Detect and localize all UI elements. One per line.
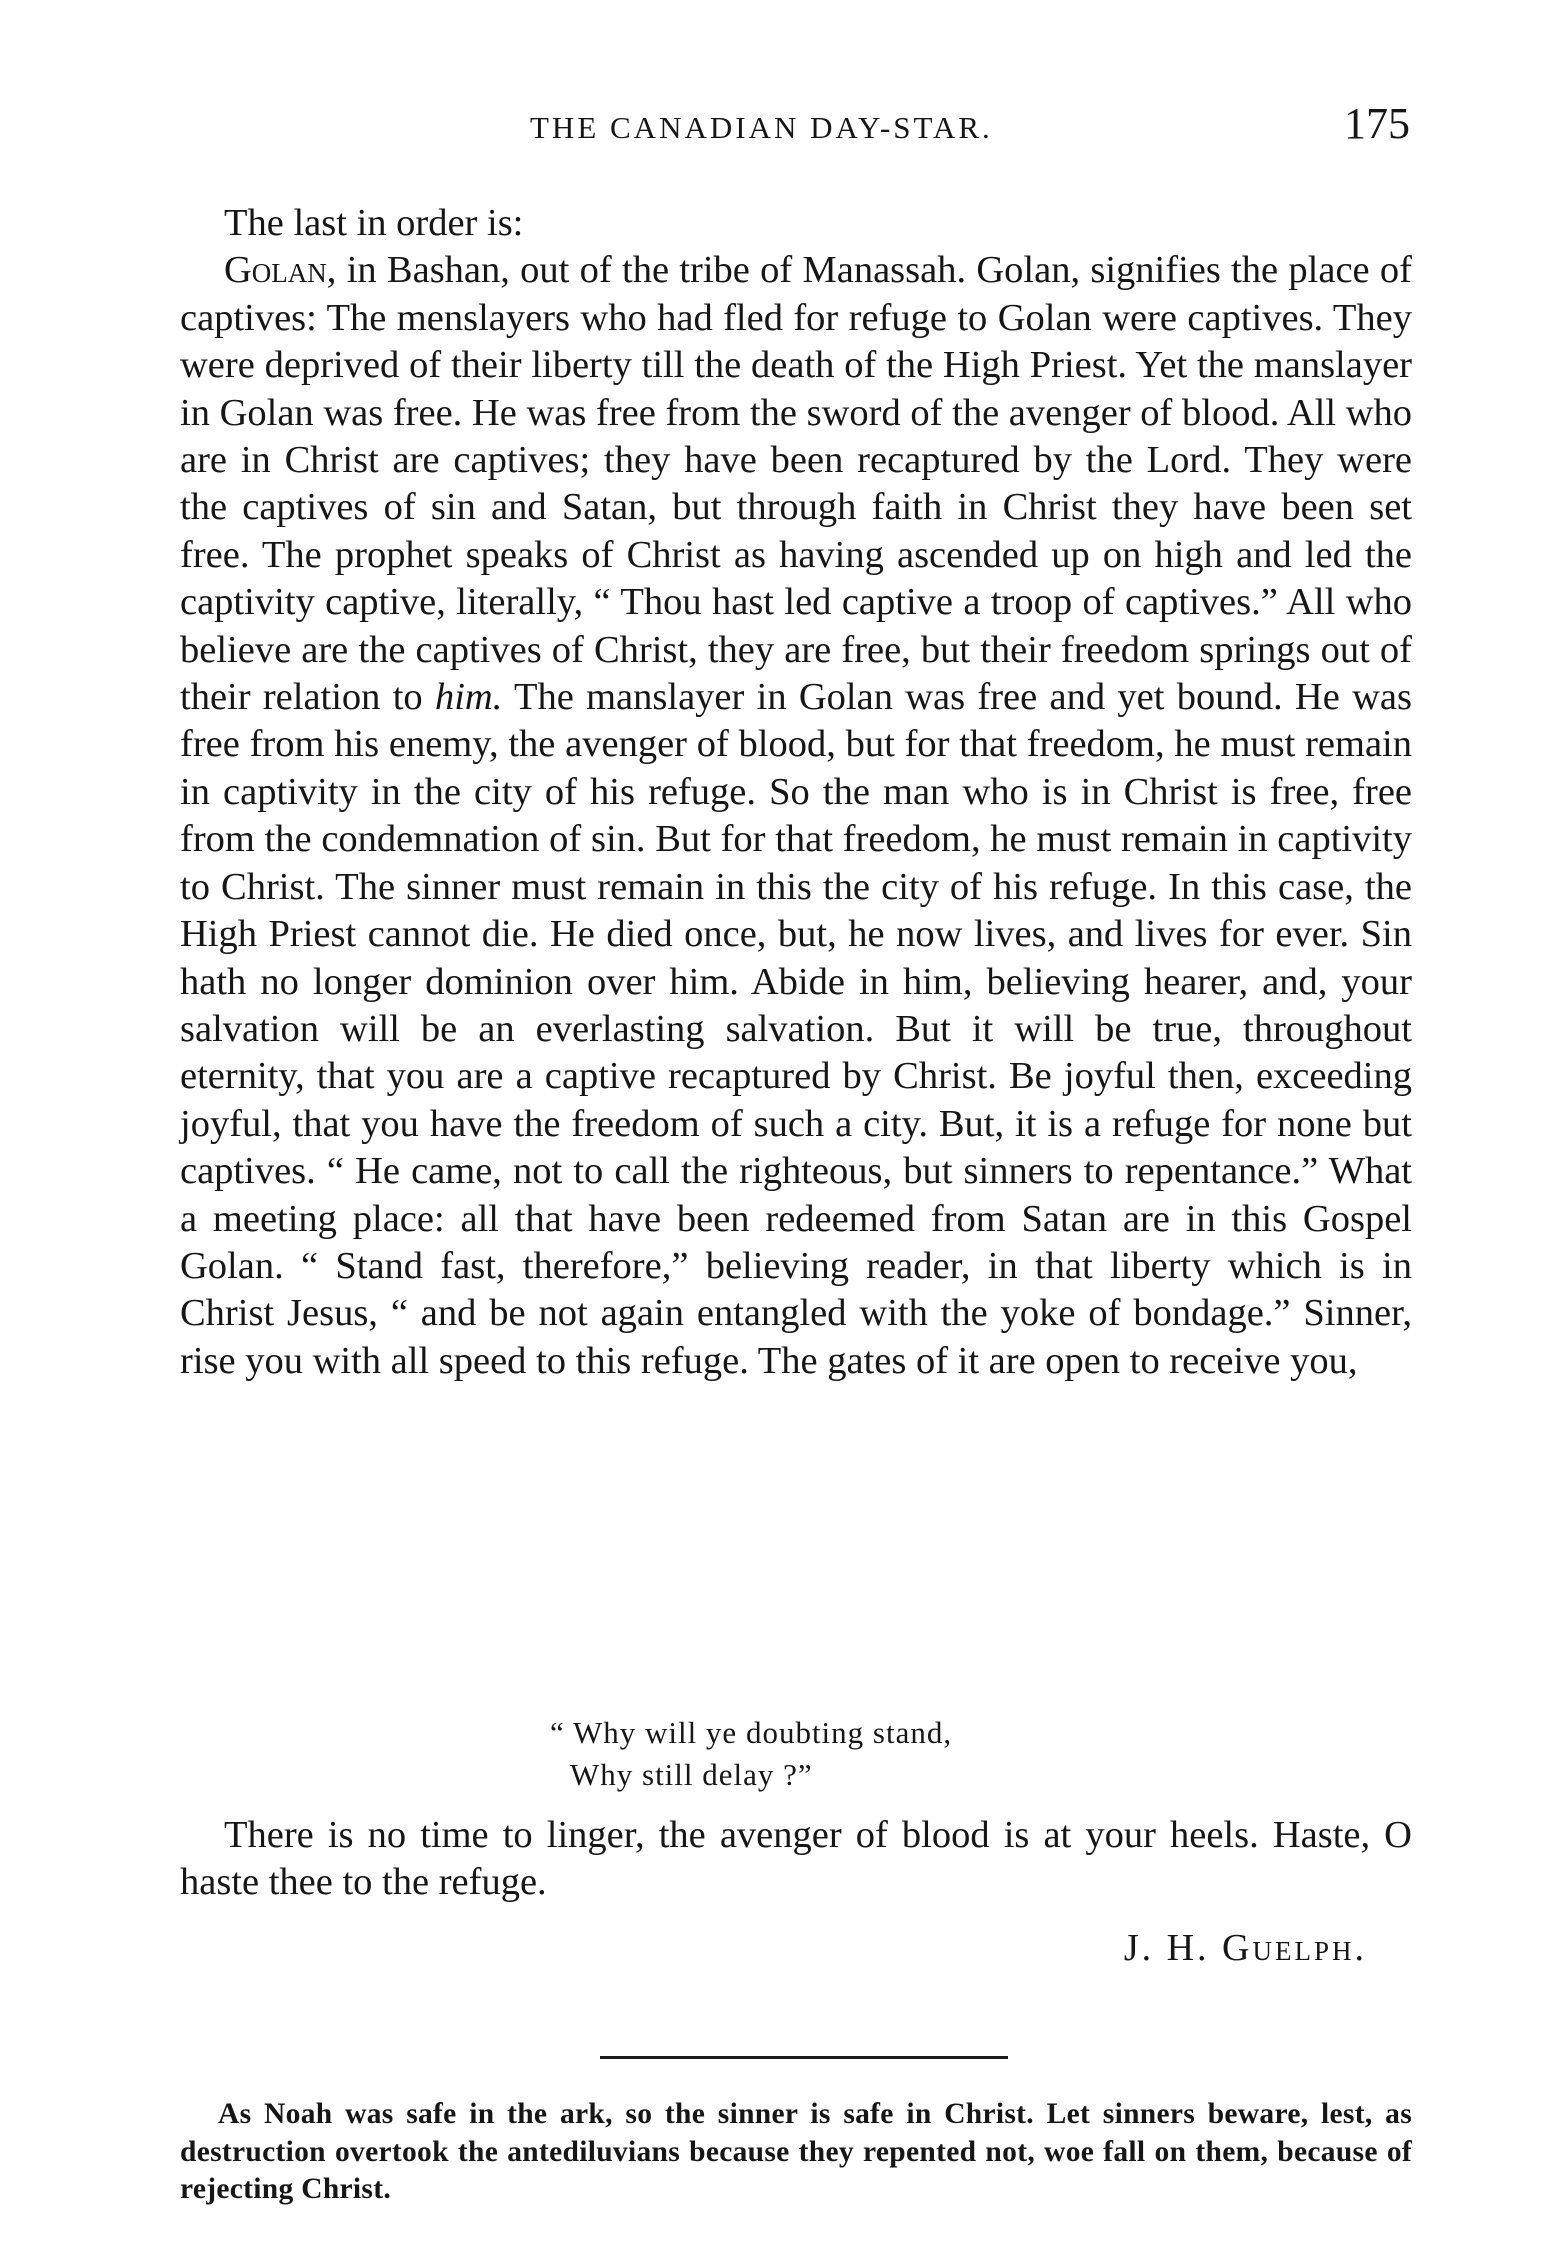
closing-text: There is no time to linger, the avenger of blood is at your heels. Haste, O haste thee to the refuge. xyxy=(180,1814,1412,1904)
verse-line-2: Why still delay ?” xyxy=(570,1757,813,1792)
footnote xyxy=(180,2096,1412,2209)
running-header xyxy=(180,99,1410,164)
author-signature: J. H. Guelph. xyxy=(1123,1927,1367,1969)
footnote-text: As Noah was safe in the ark, so the sinner is safe in Christ. Let sinners beware, lest, as destruction overtook the antediluvians because they repented not, woe fall on them, because of rejecting Christ. xyxy=(180,2098,1412,2205)
section-divider xyxy=(600,2056,1008,2059)
verse-quote xyxy=(550,1712,952,1796)
intro-line: The last in order is: xyxy=(224,202,524,244)
verse-line-1: “ Why will ye doubting stand, xyxy=(550,1715,953,1750)
running-title: THE CANADIAN DAY-STAR. xyxy=(530,110,993,145)
article-body xyxy=(180,200,1412,1385)
page-number: 175 xyxy=(1344,99,1410,148)
closing-paragraph xyxy=(180,1812,1412,1907)
golan-heading-word: Golan xyxy=(224,249,327,292)
main-paragraph xyxy=(180,247,1412,1385)
paragraph-text-end: The manslayer in Golan was free and yet bound. He was free from his enemy, the avenger of blood, but for that freedom, he must remain in captivity in the city of his refuge. So the man who is in Christ is free, free from the condemnation of sin. But for that freedom, he must remain in captivity to Christ. The sinner must remain in this the city of his refuge. In this case, the High Priest cannot die. He died once, but, he now lives, and lives for ever. Sin hath no longer dominion over him. Abide in him, believing hearer, and, your salvation will be an everlasting salvation. But it will be true, throughout eternity, that you are a captive recaptured by Christ. Be joyful then, exceeding joyful, that you have the freedom of such a city. But, it is a refuge for none but captives. “ He came, not to call the righteous, but sinners to repentance.” What a meeting place: all that have been redeemed from Satan are in this Gospel Golan. “ Stand fast, therefore,” believing reader, in that liberty which is in Christ Jesus, “ and be not again entangled with the yoke of bondage.” Sinner, rise you with all speed to this refuge. The gates of it are open to receive you, xyxy=(180,676,1412,1382)
emphasis-him: him. xyxy=(434,676,503,719)
paragraph-text: , in Bashan, out of the tribe of Manassah. Golan, signifies the place of captives: The menslayers who had fled for refuge to Golan were captives. They were deprived of their liberty till the death of the High Priest. Yet the manslayer in Golan was free. He was free from the sword of the avenger of blood. All who are in Christ are captives; they have been recaptured by the Lord. They were the captives of sin and Satan, but through faith in Christ they have been set free. The prophet speaks of Christ as having ascended up on high and led the captivity captive, literally, “ Thou hast led captive a troop of captives.” All who believe are the captives of Christ, they are free, but their freedom springs out of their relation to xyxy=(180,249,1412,719)
